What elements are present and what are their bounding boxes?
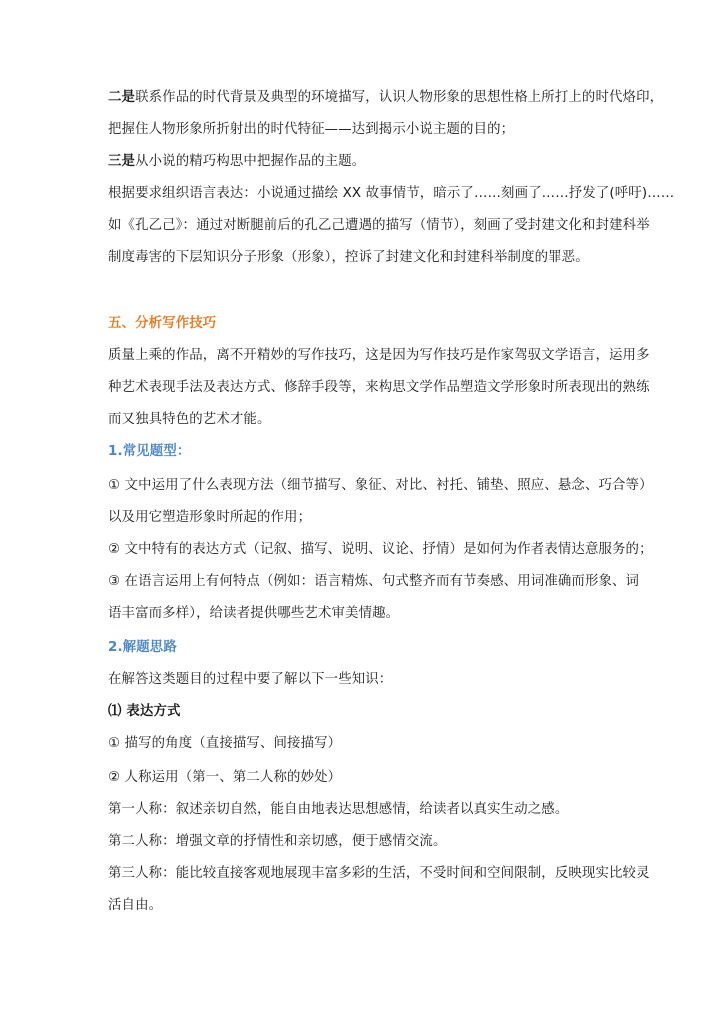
common-type-item-3-line-2: 语丰富而多样），给读者提供哪些艺术审美情趣。 [108,606,400,621]
common-type-item-2: ② 文中特有的表达方式（记叙、描写、说明、议论、抒情）是如何为作者表情达意服务的； [108,542,653,557]
approach-intro: 在解答这类题目的过程中要了解以下一些知识： [108,672,393,687]
paragraph-point-two-line-1 [108,88,663,108]
common-type-item-1-line-2: 以及用它塑造形象时所起的作用； [108,510,312,525]
expression-template-line-1: 根据要求组织语言表达：小说通过描绘 XX 故事情节，暗示了……刻画了……抒发了(呼吁)…… [108,186,675,201]
point-two-text: 联系作品的时代背景及典型的环境描写，认识人物形象的思想性格上所打上的时代烙印， [135,90,664,105]
section-five-intro-line-2: 种艺术表现手法及表达方式、修辞手段等，来构思文学作品塑造文学形象时所表现出的熟练 [108,380,650,395]
section-five-intro-line-1: 质量上乘的作品，离不开精妙的写作技巧，这是因为写作技巧是作家驾驭文学语言，运用多 [108,348,650,363]
expression-mode-subheading: ⑴ 表达方式 [108,704,181,719]
example-kongyiji-line-1: 如《孔乙己》：通过对断腿前后的孔乙己遭遇的描写（情节），刻画了受封建文化和封建科举 [108,218,650,233]
point-three-text: 从小说的精巧构思中把握作品的主题。 [135,154,366,169]
second-person-note: 第二人称：增强文章的抒情性和亲切感，便于感情交流。 [108,834,447,849]
approach-item-person-usage: ② 人称运用（第一、第二人称的妙处） [108,770,342,785]
common-types-heading: 1.常见题型： [108,444,191,459]
section-five-intro-line-3: 而又独具特色的艺术才能。 [108,412,271,427]
example-kongyiji-line-2: 制度毒害的下层知识分子形象（形象），控诉了封建文化和封建科举制度的罪恶。 [108,250,589,265]
paragraph-point-two-line-2: 把握住人物形象所折射出的时代特征——达到揭示小说主题的目的； [108,122,515,137]
common-type-item-3-line-1: ③ 在语言运用上有何特点（例如：语言精炼、句式整齐而有节奏感、用词准确而形象、词 [108,574,640,589]
section-five-heading: 五、分析写作技巧 [108,316,217,331]
third-person-note-line-2: 活自由。 [108,898,163,913]
point-two-label: 二是 [108,90,136,105]
paragraph-point-three [108,152,365,172]
first-person-note: 第一人称：叙述亲切自然，能自由地表达思想感情，给读者以真实生动之感。 [108,802,569,817]
third-person-note-line-1: 第三人称：能比较直接客观地展现丰富多彩的生活，不受时间和空间限制，反映现实比较灵 [108,866,650,881]
common-type-item-1-line-1: ① 文中运用了什么表现方法（细节描写、象征、对比、衬托、铺垫、照应、悬念、巧合等） [108,478,653,493]
point-three-label: 三是 [108,154,136,169]
approach-heading: 2.解题思路 [108,640,177,655]
approach-item-description-angle: ① 描写的角度（直接描写、间接描写） [108,736,342,751]
